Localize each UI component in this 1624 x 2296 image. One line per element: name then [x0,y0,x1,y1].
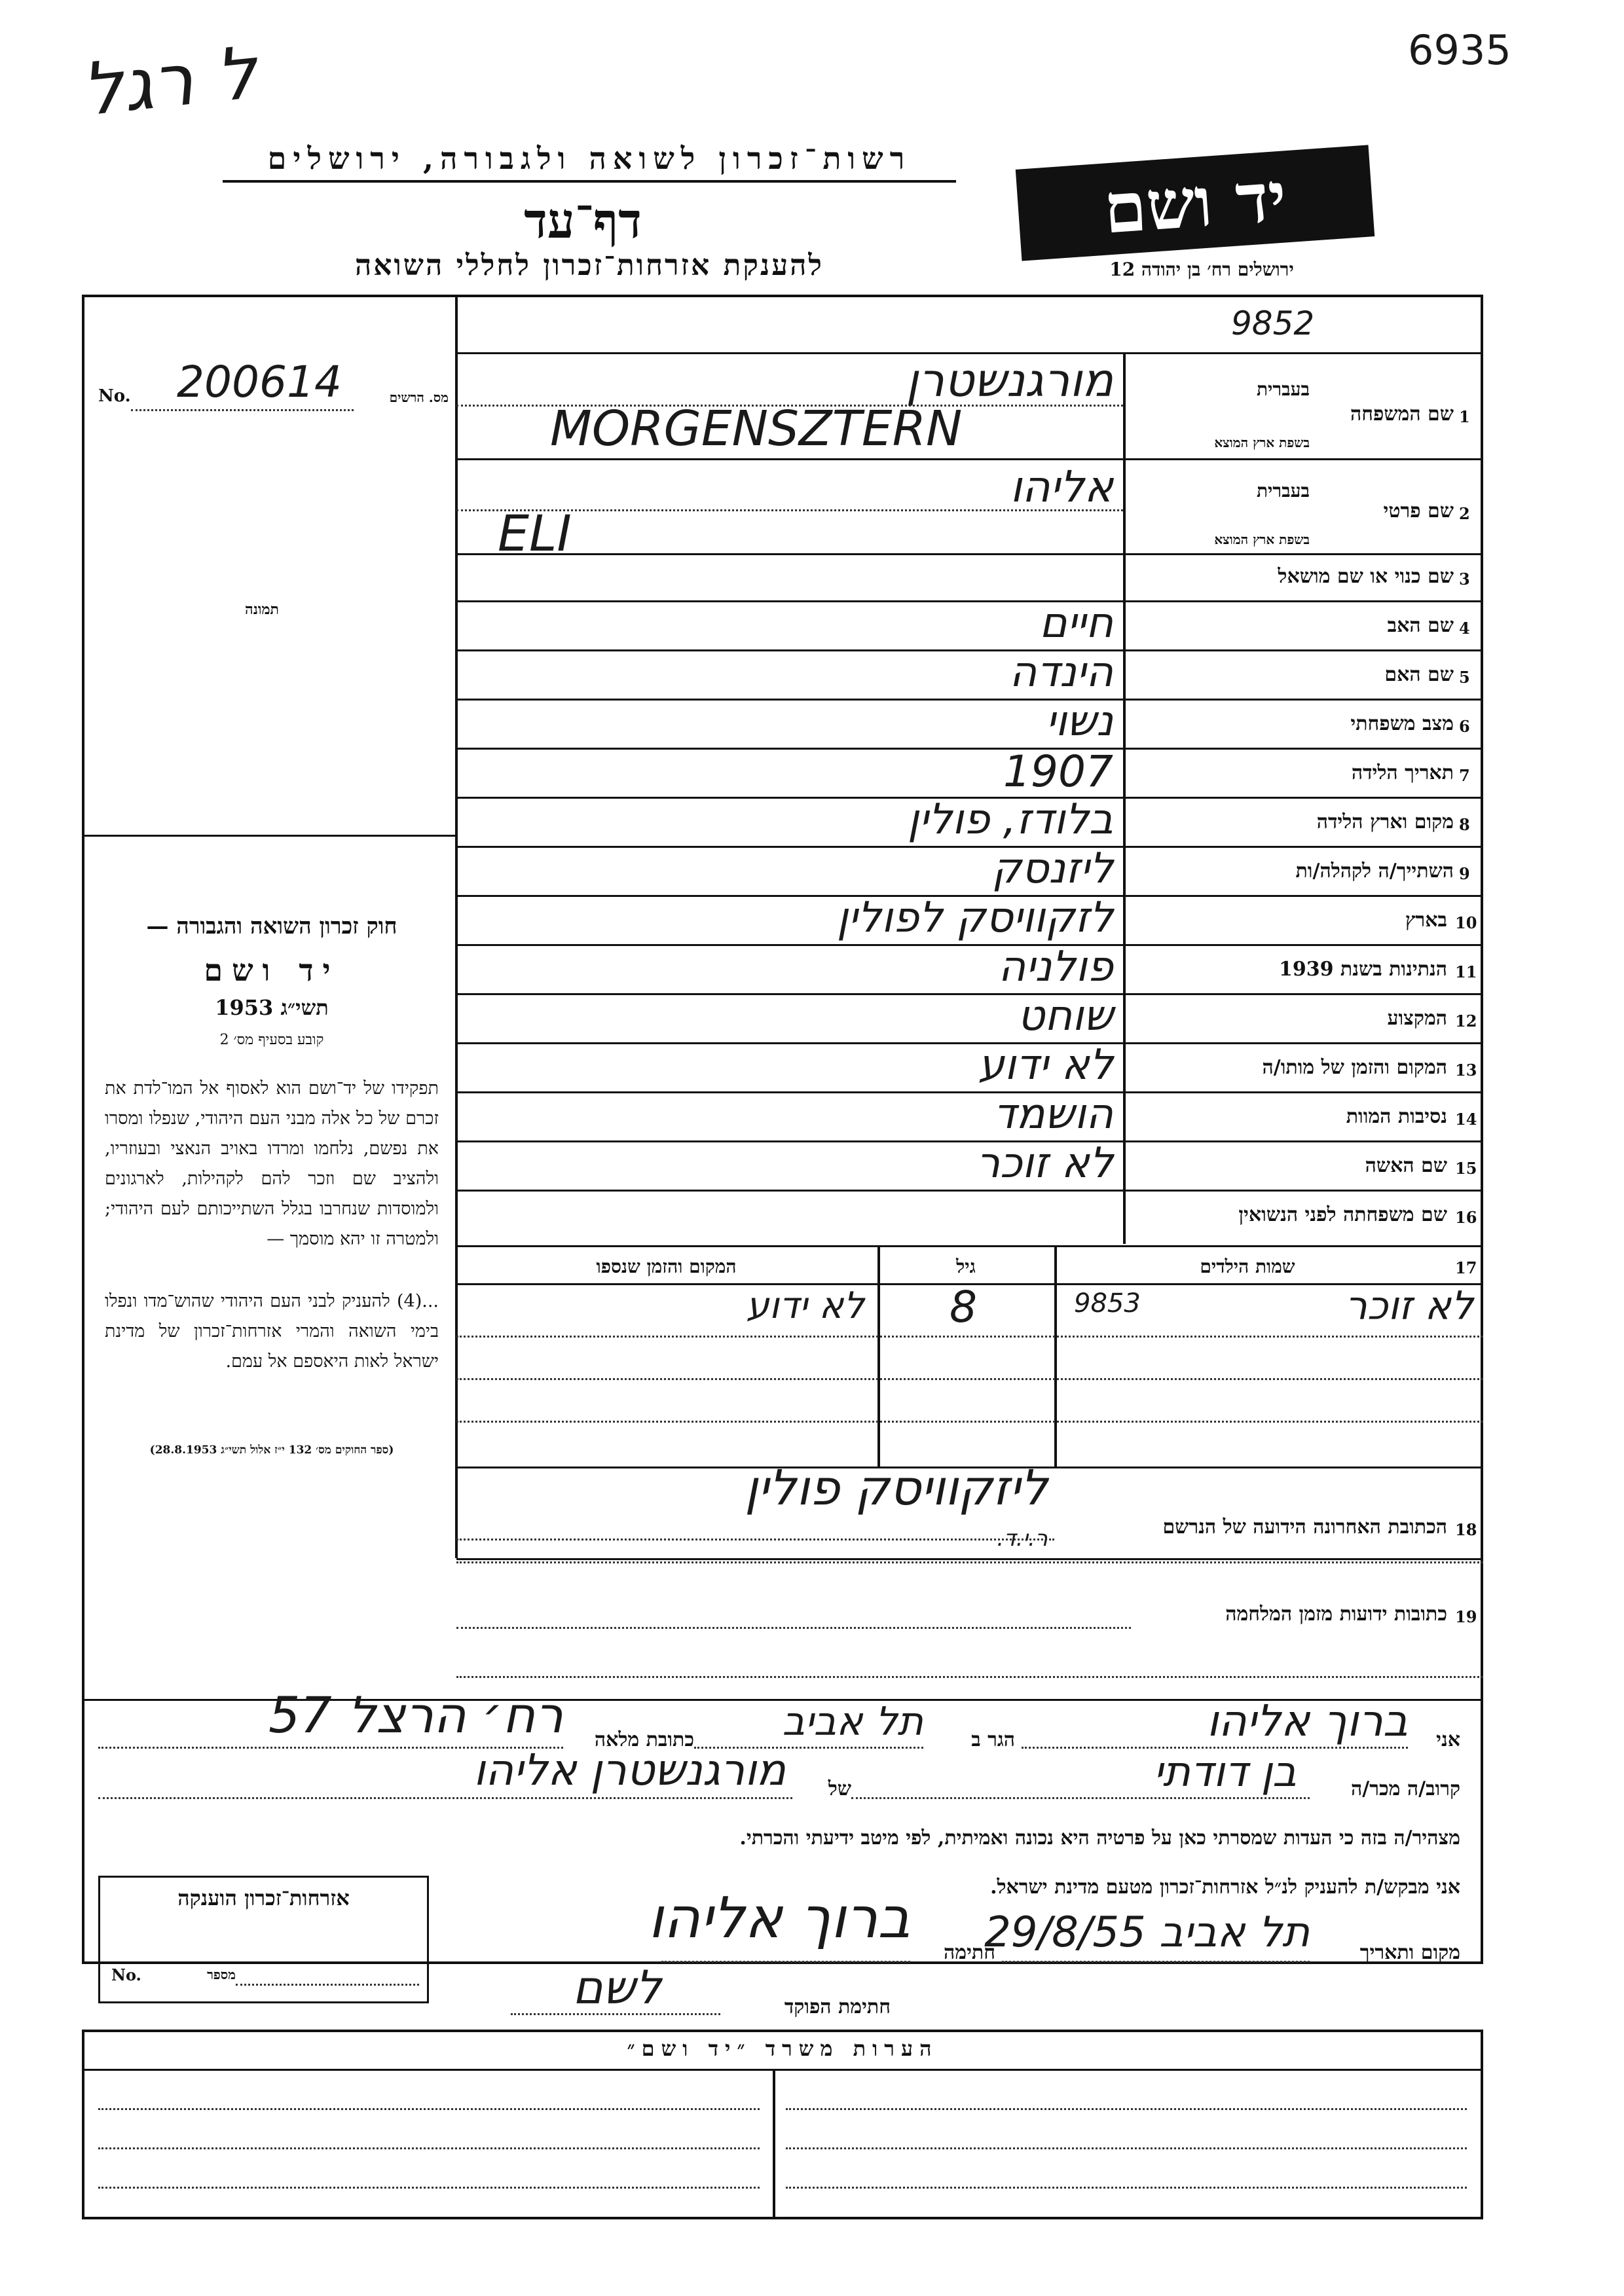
row-5-label: שם האם [1384,663,1454,686]
decl-gar-label: הגר ב [971,1728,1015,1751]
row-2-num: 2 [1459,504,1470,523]
row-2-label: שם פרטי [1383,500,1454,522]
first-name-latin: ELI [498,504,572,562]
row-3-num: 3 [1459,570,1470,589]
decl-statement-1: מצהיר/ה בזה כי העדות שמסרתי כאן על פרטיה היא נכונה ואמיתית, לפי מיטב ידיעתי והכרתי. [739,1827,1460,1850]
children-col-place: המקום והזמן שנספו [596,1256,737,1277]
surname-latin: MORGENSZTERN [550,401,963,457]
row-7-label: תאריך הלידה [1351,761,1454,784]
decl-relative-label: קרוב/ה מכר/ה [1351,1777,1460,1800]
row-1-sub-bottom: בשפת ארץ המוצא [1214,435,1310,450]
row-12-num: 12 [1455,1011,1477,1030]
document-number: 6935 [1408,26,1511,74]
row-16-label: שם משפחתה לפני הנשואין [1238,1203,1447,1226]
row-1-num: 1 [1459,407,1470,426]
children-col-age: גיל [956,1256,976,1277]
birth-date: 1907 [1003,746,1113,797]
citizenship-title: אזרחות־זכרון הוענקה [177,1886,350,1910]
record-number: 9852 [1231,304,1315,342]
form-title: דף־עד [524,193,642,249]
law-paragraph-1: תפקידו של יד־ושם הוא לאסוף אל המו־לדת את זכרם של כל אלה מבני העם היהודי, שנפלו ומסרו את נפשם, נלחמו ומרדו באויב הנאצי ובעוזריו, ולהציב שם וזכר להם לקהילות, לארגונים ולמוסדות שנחרבו בגלל השתייכותם לעם היהודי; ולמטרה זו יהא מוסמך — [105,1078,439,1249]
last-address: ליזקוויסק פולין [745,1460,1048,1516]
surname-hebrew: מורגנשטרן [906,354,1113,407]
wife-name: לא זוכר [976,1139,1113,1188]
law-section: קובע בסעיף מס׳ 2 [219,1032,324,1048]
row-11-num: 11 [1455,962,1477,981]
row-8-label: מקום וארץ הלידה [1316,811,1454,833]
profession: שוחט [1017,992,1113,1040]
marital-status: נשוי [1046,697,1113,746]
row-3-label: שם כנוי או שם מושאל [1278,565,1454,588]
citizenship-num-label: מספר [207,1967,236,1982]
decl-city: תל אביב [782,1699,923,1745]
row-11-label: הנתינות בשנת 1939 [1278,958,1447,981]
signature: ברוך אליהו [648,1886,910,1951]
row-12-label: המקצוע [1387,1007,1447,1030]
row-6-num: 6 [1459,717,1470,736]
row-7-num: 7 [1459,766,1470,785]
row-10-label: בארץ [1405,909,1447,932]
row-6-label: מצב משפחתי [1350,712,1454,735]
law-source: (ספר החוקים מס׳ 132 י״ז אלול תשי״ג 28.8.1953) [149,1444,394,1457]
row-10-num: 10 [1455,913,1477,932]
photo-label: תמונה [245,601,279,618]
row-4-label: שם האב [1387,614,1454,637]
logo-text: יד ושם [1101,156,1289,249]
officer-signature: לשם [572,1961,661,2014]
decl-of-label: של [828,1777,851,1800]
reg-number: 200614 [177,357,342,407]
child-id: 9853 [1074,1288,1141,1319]
decl-of-value: מורגנשטרן אליהו [473,1745,786,1795]
row-1-label: שם המשפחה [1350,403,1454,426]
decl-name: ברוך אליהו [1206,1696,1408,1746]
row-1-sub-top: בעברית [1256,378,1310,400]
child-death-place: לא ידוע [746,1285,864,1327]
country: לזקוויסק לפולין [836,894,1113,942]
law-name: יד ושם [204,953,340,988]
authority-name: רשות־זכרון לשואה ולגבורה, ירושלים [223,141,956,183]
address-line: ירושלים רח׳ בן יהודה 12 [1109,259,1294,280]
decl-statement-2: אני מבקש/ת להעניק לנ״ל אזרחות־זכרון מטעם מדינת ישראל. [990,1876,1460,1899]
row-9-num: 9 [1459,864,1470,883]
child-age: 8 [950,1282,977,1332]
decl-ani: אני [1436,1728,1460,1751]
reg-prefix: No. [98,386,131,406]
community: ליזנסק [991,845,1113,893]
notes-title: הערות משרד ״יד ושם״ [627,2036,938,2061]
yad-vashem-logo [1016,145,1375,261]
row-15-label: שם האשה [1365,1154,1447,1177]
row-2-sub-top: בעברית [1256,480,1310,501]
top-scrawl: ל רגל [78,30,261,132]
place-date-label: מקום ותאריך [1359,1941,1460,1964]
children-col-names: שמות הילדים [1200,1256,1295,1277]
row-13-label: המקום והזמן של מותו/ה [1262,1056,1447,1079]
row-18-num: 18 [1455,1520,1477,1539]
law-year: תשי״ג 1953 [215,995,329,1020]
place-date: תל אביב 29/8/55 [984,1908,1310,1957]
row-18-label: הכתובת האחרונה הידועה של הנרשם [1162,1516,1447,1539]
row-19-label: כתובות ידועות מזמן המלחמה [1225,1603,1447,1626]
child-name: לא זוכר [1345,1283,1473,1329]
row-5-num: 5 [1459,668,1470,687]
decl-addr-label: כתובת מלאה [594,1728,694,1751]
row-4-num: 4 [1459,619,1470,638]
row-17-num: 17 [1455,1258,1477,1277]
citizenship-1939: פולניה [998,943,1113,991]
row-14-label: נסיבות המוות [1346,1105,1447,1128]
row-8-num: 8 [1459,815,1470,834]
decl-relation: בן דודתי [1153,1748,1297,1796]
father-name: חיים [1039,599,1113,647]
row-19-num: 19 [1455,1607,1477,1626]
law-title: חוק זכרון השואה והגבורה — [146,913,397,939]
row-9-label: השתייך/ה לקהלה/ות [1295,860,1454,883]
row-16-num: 16 [1455,1208,1477,1227]
officer-label: חתימת הפוקד [784,1995,891,2018]
first-name-hebrew: אליהו [1010,462,1113,512]
mother-name: הינדה [1009,648,1113,697]
citizenship-num-prefix: No. [111,1965,141,1984]
birth-place: בלודז, פולין [907,795,1113,844]
row-2-sub-bottom: בשפת ארץ המוצא [1214,532,1310,547]
decl-address: רח׳ הרצל 57 [268,1686,563,1744]
form-subtitle: להענקת אזרחות־זכרון לחללי השואה [354,249,824,282]
signature-label: חתימה [944,1941,995,1964]
row-15-num: 15 [1455,1159,1477,1178]
row-13-num: 13 [1455,1061,1477,1080]
last-address-note: ר.י.ד. [997,1525,1048,1552]
law-paragraph-2: ...(4) להעניק לבני העם היהודי שהוש־מדו ונפלו בימי השואה והמרי אזרחות־זכרון של מדינת ישראל לאות היאספם אל עמם. [105,1291,439,1372]
death-place-time: לא ידוע [978,1041,1113,1089]
reg-label: מס. הרשים [389,390,449,405]
row-14-num: 14 [1455,1110,1477,1129]
death-circumstances: הושמד [993,1090,1113,1139]
